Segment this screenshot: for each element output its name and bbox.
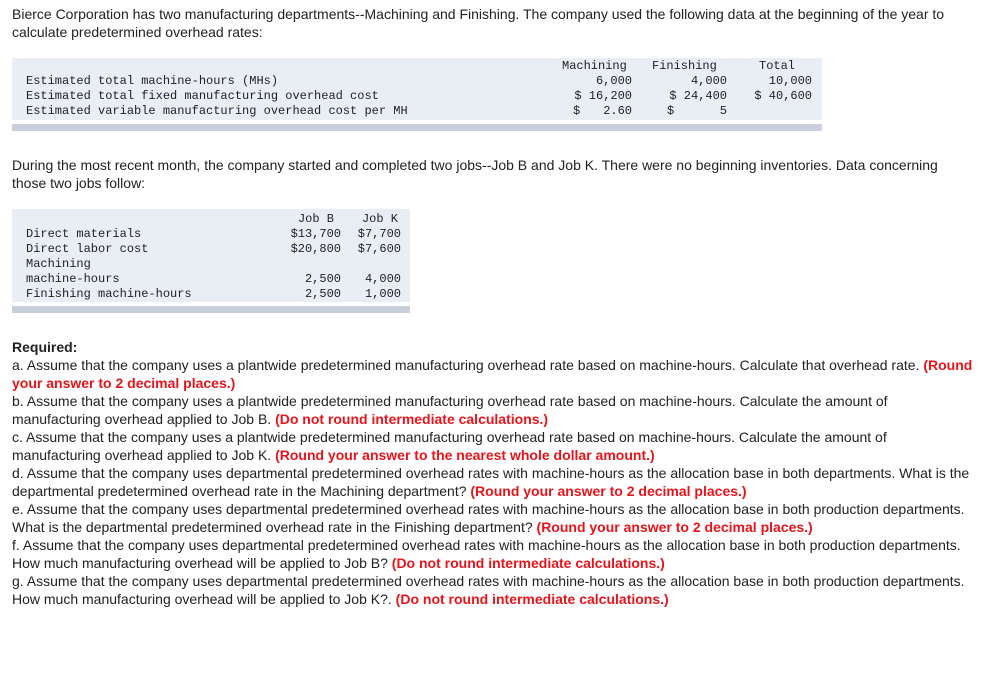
- row-label-fixed-overhead: Estimated total fixed manufacturing overhead cost: [26, 89, 379, 103]
- value-finishing-fixed: $ 24,400: [669, 89, 727, 103]
- required-section: [12, 338, 978, 608]
- header-finishing: Finishing: [652, 59, 717, 73]
- overhead-estimates-table: [12, 58, 822, 134]
- row-label-finishing-hours: Finishing machine-hours: [26, 287, 192, 301]
- value-jobb-machining-hours: 2,500: [304, 272, 341, 286]
- requirement-note: (Round your answer to 2 decimal places.): [12, 357, 973, 391]
- requirement-text: b. Assume that the company uses a plantwide predetermined manufacturing overhead rate based on machine-hours. Calculate the amount of manufacturing overhead applied to Job B.: [12, 393, 888, 427]
- header-job-k: Job K: [361, 212, 398, 226]
- header-machining: Machining: [562, 59, 627, 73]
- requirement-g: [12, 572, 978, 608]
- value-machining-fixed: $ 16,200: [574, 89, 632, 103]
- requirement-text: c. Assume that the company uses a plantwide predetermined manufacturing overhead rate based on machine-hours. Calculate the amount of manufacturing overhead applied to Job K.: [12, 429, 887, 463]
- requirement-d: [12, 464, 978, 500]
- requirement-note: (Do not round intermediate calculations.): [391, 555, 665, 571]
- requirement-text: g. Assume that the company uses departmental predetermined overhead rates with machine-hours as the allocation base in both production departments. How much manufacturing overhead will be applied to Job K?.: [12, 573, 965, 607]
- requirement-c: [12, 428, 978, 464]
- requirement-note: (Round your answer to 2 decimal places.): [536, 519, 813, 535]
- row-label-machine-hours: Estimated total machine-hours (MHs): [26, 74, 279, 88]
- requirement-note: (Round your answer to 2 decimal places.): [470, 483, 747, 499]
- value-total-fixed: $ 40,600: [754, 89, 812, 103]
- requirement-text: d. Assume that the company uses departmental predetermined overhead rates with machine-hours as the allocation base in both departments. What is the departmental predetermined overhead rate in the Machining department?: [12, 465, 970, 499]
- row-label-direct-materials: Direct materials: [26, 227, 142, 241]
- row-label-machining: Machining: [26, 257, 91, 271]
- intro-paragraph: Bierce Corporation has two manufacturing departments--Machining and Finishing. The company used the following data at the beginning of the year to calculate predetermined overhead rates:: [12, 6, 945, 40]
- currency-finishing-variable: $: [667, 104, 675, 118]
- value-machining-variable: 2.60: [603, 104, 632, 118]
- header-job-b: Job B: [297, 212, 334, 226]
- requirement-note: (Do not round intermediate calculations.): [395, 591, 669, 607]
- requirement-f: [12, 536, 978, 572]
- requirement-note: (Do not round intermediate calculations.): [275, 411, 549, 427]
- value-total-mhs: 10,000: [768, 74, 812, 88]
- requirement-a: [12, 356, 978, 392]
- currency-machining-variable: $: [573, 104, 581, 118]
- value-jobb-finishing-hours: 2,500: [304, 287, 341, 301]
- value-jobk-finishing-hours: 1,000: [364, 287, 401, 301]
- table-bottom-rule: [12, 306, 410, 313]
- value-finishing-variable: 5: [719, 104, 727, 118]
- row-label-variable-overhead: Estimated variable manufacturing overhead cost per MH: [26, 104, 408, 118]
- requirement-e: [12, 500, 978, 536]
- required-heading: Required:: [12, 339, 78, 355]
- requirement-text: a. Assume that the company uses a plantwide predetermined manufacturing overhead rate based on machine-hours. Calculate that overhead rate.: [12, 357, 924, 373]
- value-finishing-mhs: 4,000: [690, 74, 727, 88]
- requirement-note: (Round your answer to the nearest whole dollar amount.): [275, 447, 655, 463]
- requirement-b: [12, 392, 978, 428]
- value-jobb-labor: $20,800: [290, 242, 341, 256]
- value-jobk-labor: $7,600: [357, 242, 401, 256]
- value-jobk-materials: $7,700: [357, 227, 401, 241]
- table-bottom-rule: [12, 124, 822, 131]
- value-machining-mhs: 6,000: [595, 74, 632, 88]
- jobs-table: [12, 209, 410, 315]
- requirement-text: f. Assume that the company uses departmental predetermined overhead rates with machine-hours as the allocation base in both production departments. How much manufacturing overhead will be applied to Job B?: [12, 537, 961, 571]
- header-total: Total: [759, 59, 796, 73]
- value-jobk-machining-hours: 4,000: [364, 272, 401, 286]
- row-label-machine-hours: machine-hours: [26, 272, 120, 286]
- jobs-paragraph: During the most recent month, the company started and completed two jobs--Job B and Job K. There were no beginning inventories. Data concerning those two jobs follow:: [12, 157, 938, 191]
- requirement-text: e. Assume that the company uses departmental predetermined overhead rates with machine-hours as the allocation base in both production departments. What is the departmental predetermined overhead rate in the Finishing department?: [12, 501, 965, 535]
- value-jobb-materials: $13,700: [290, 227, 341, 241]
- row-label-direct-labor: Direct labor cost: [26, 242, 149, 256]
